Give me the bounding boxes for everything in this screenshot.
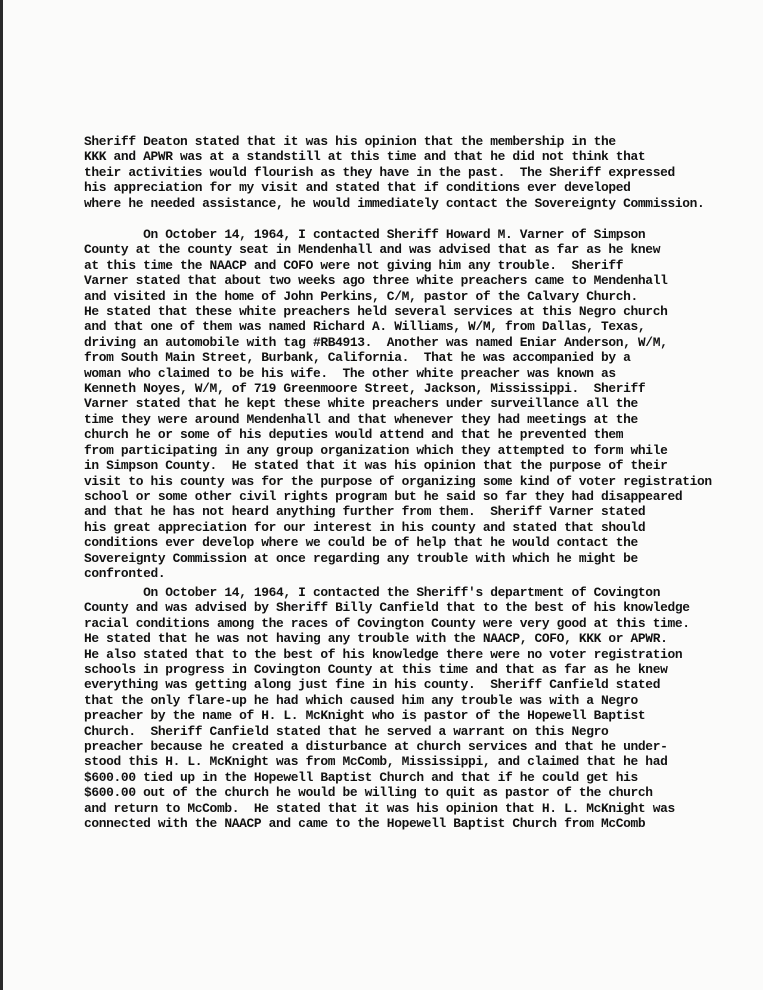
text-line: at this time the NAACP and COFO were not giving him any trouble. Sheriff xyxy=(84,257,624,273)
text-line: Kenneth Noyes, W/M, of 719 Greenmoore Street, Jackson, Mississippi. Sheriff xyxy=(84,381,646,397)
text-line: woman who claimed to be his wife. The other white preacher was known as xyxy=(84,365,616,381)
text-line: connected with the NAACP and came to the Hopewell Baptist Church from McComb xyxy=(84,816,646,832)
text-line: and visited in the home of John Perkins, C/M, pastor of the Calvary Church. xyxy=(84,288,638,304)
text-line: County at the county seat in Mendenhall and was advised that as far as he knew xyxy=(84,242,661,258)
text-line: school or some other civil rights program but he said so far they had disappeared xyxy=(84,488,683,504)
text-line: time they were around Mendenhall and that whenever they had meetings at the xyxy=(84,411,638,427)
text-line: On October 14, 1964, I contacted Sheriff Howard M. Varner of Simpson xyxy=(84,227,646,242)
text-line: in Simpson County. He stated that it was his opinion that the purpose of their xyxy=(84,458,668,474)
text-line: preacher by the name of H. L. McKnight who is pastor of the Hopewell Baptist xyxy=(84,708,646,724)
paragraph-deaton-report xyxy=(84,134,704,211)
text-line: Varner stated that he kept these white preachers under surveillance all the xyxy=(84,396,638,412)
text-line: where he needed assistance, he would immediately contact the Sovereignty Commission. xyxy=(84,195,705,211)
text-line: from South Main Street, Burbank, California. That he was accompanied by a xyxy=(84,350,631,366)
text-line: KKK and APWR was at a standstill at this time and that he did not think that xyxy=(84,149,646,165)
text-line: schools in progress in Covington County at this time and that as far as he knew xyxy=(84,662,668,678)
text-line: He stated that these white preachers held several services at this Negro church xyxy=(84,304,668,320)
text-line: his appreciation for my visit and stated that if conditions ever developed xyxy=(84,180,631,196)
text-line: their activities would flourish as they have in the past. The Sheriff expressed xyxy=(84,164,675,180)
text-line: County and was advised by Sheriff Billy Canfield that to the best of his knowledge xyxy=(84,600,690,616)
text-line: confronted. xyxy=(84,565,166,581)
text-line: driving an automobile with tag #RB4913. Another was named Eniar Anderson, W/M, xyxy=(84,334,668,350)
text-line: Sovereignty Commission at once regarding any trouble with which he might be xyxy=(84,550,638,566)
text-line: conditions ever develop where we could be of help that he would contact the xyxy=(84,535,638,551)
text-line: He stated that he was not having any trouble with the NAACP, COFO, KKK or APWR. xyxy=(84,631,668,647)
text-line: visit to his county was for the purpose of organizing some kind of voter registration xyxy=(84,473,712,489)
paragraph-simpson-county-report xyxy=(84,227,712,581)
scan-edge-shadow xyxy=(0,0,3,990)
text-line: his great appreciation for our interest in his county and stated that should xyxy=(84,519,646,535)
text-line: He also stated that to the best of his knowledge there were no voter registration xyxy=(84,646,683,662)
text-line: preacher because he created a disturbance at church services and that he under- xyxy=(84,739,668,755)
text-line: and return to McComb. He stated that it was his opinion that H. L. McKnight was xyxy=(84,800,675,816)
text-line: $600.00 tied up in the Hopewell Baptist Church and that if he could get his xyxy=(84,769,638,785)
text-line: and that one of them was named Richard A. Williams, W/M, from Dallas, Texas, xyxy=(84,319,646,335)
text-line: On October 14, 1964, I contacted the Sheriff's department of Covington xyxy=(84,585,661,600)
text-line: everything was getting along just fine in his county. Sheriff Canfield stated xyxy=(84,677,661,693)
text-line: church he or some of his deputies would attend and that he prevented them xyxy=(84,427,624,443)
paragraph-covington-county-report xyxy=(84,585,690,832)
text-line: Sheriff Deaton stated that it was his opinion that the membership in the xyxy=(84,134,616,149)
text-line: racial conditions among the races of Covington County were very good at this time. xyxy=(84,615,690,631)
text-line: Varner stated that about two weeks ago three white preachers came to Mendenhall xyxy=(84,273,668,289)
text-line: from participating in any group organization which they attempted to form while xyxy=(84,442,668,458)
text-line: and that he has not heard anything further from them. Sheriff Varner stated xyxy=(84,504,646,520)
text-line: stood this H. L. McKnight was from McComb, Mississippi, and claimed that he had xyxy=(84,754,668,770)
text-line: $600.00 out of the church he would be willing to quit as pastor of the church xyxy=(84,785,653,801)
text-line: that the only flare-up he had which caused him any trouble was with a Negro xyxy=(84,692,638,708)
text-line: Church. Sheriff Canfield stated that he served a warrant on this Negro xyxy=(84,723,609,739)
